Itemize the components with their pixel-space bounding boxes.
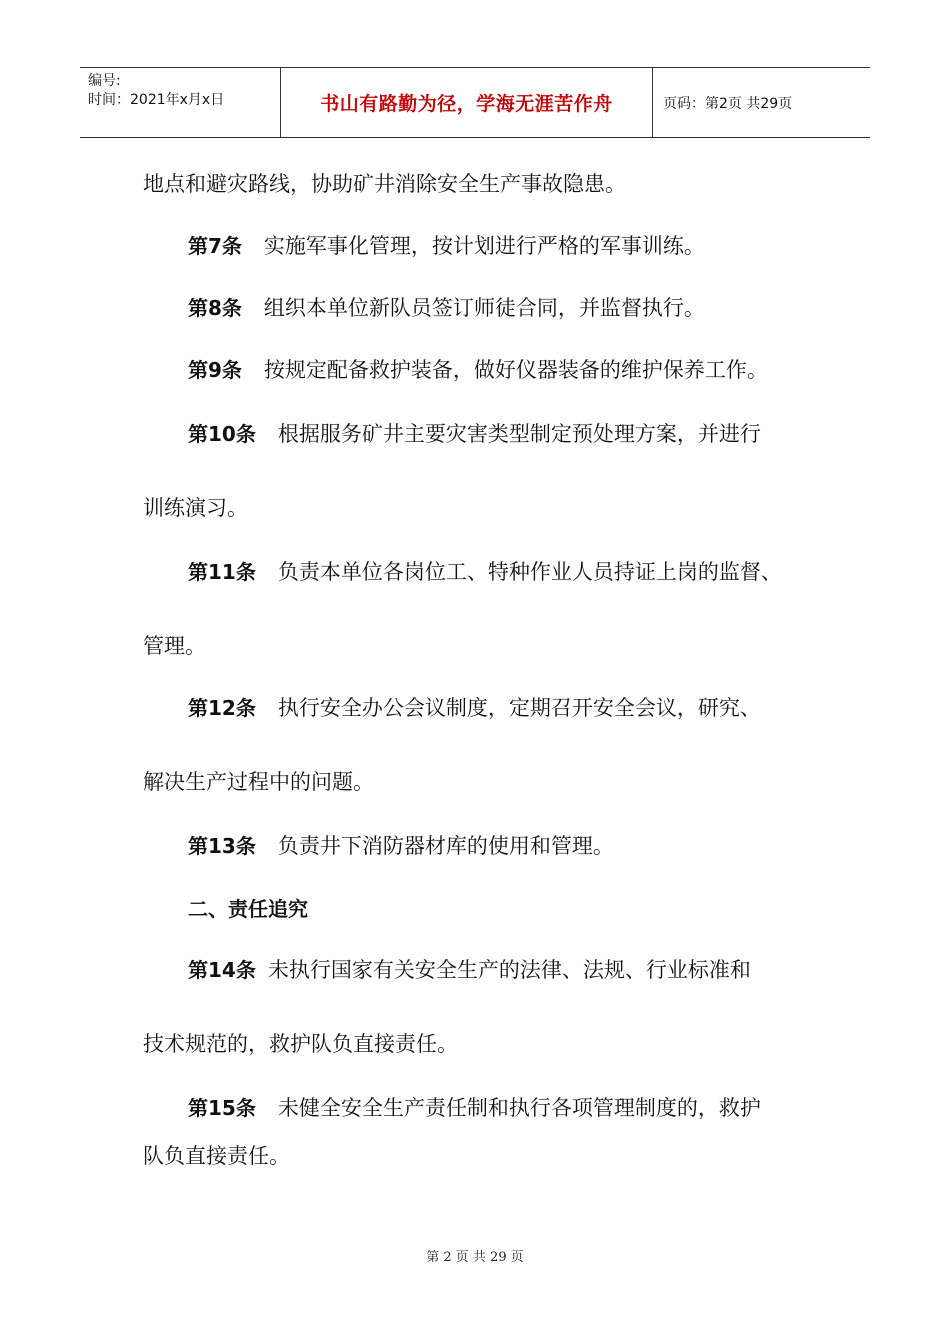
paragraph-line: 训练演习。 bbox=[143, 496, 248, 520]
article-13 bbox=[188, 832, 614, 860]
article-9 bbox=[188, 356, 768, 384]
article-number: 第10条 bbox=[188, 422, 256, 446]
paragraph-line: 队负直接责任。 bbox=[143, 1144, 290, 1168]
article-number: 第15条 bbox=[188, 1096, 256, 1120]
article-number: 第11条 bbox=[188, 560, 256, 584]
number-label: 编号: bbox=[88, 73, 121, 89]
article-number: 第12条 bbox=[188, 696, 256, 720]
article-number: 第7条 bbox=[188, 234, 242, 258]
article-text: 负责本单位各岗位工、特种作业人员持证上岗的监督、 bbox=[277, 560, 782, 584]
article-number: 第13条 bbox=[188, 834, 256, 858]
article-8 bbox=[188, 294, 705, 322]
article-text: 未执行国家有关安全生产的法律、法规、行业标准和 bbox=[267, 958, 751, 982]
article-text: 实施军事化管理，按计划进行严格的军事训练。 bbox=[263, 234, 705, 258]
page-header bbox=[80, 67, 870, 138]
section-heading: 二、责任追究 bbox=[188, 897, 308, 921]
article-12 bbox=[188, 694, 761, 722]
article-text: 执行安全办公会议制度，定期召开安全会议，研究、 bbox=[277, 696, 761, 720]
article-number: 第9条 bbox=[188, 358, 242, 382]
article-text: 负责井下消防器材库的使用和管理。 bbox=[277, 834, 614, 858]
article-number: 第8条 bbox=[188, 296, 242, 320]
article-11 bbox=[188, 558, 782, 586]
article-text: 组织本单位新队员签订师徒合同，并监督执行。 bbox=[263, 296, 705, 320]
header-motto: 书山有路勤为径，学海无涯苦作舟 bbox=[280, 68, 653, 137]
paragraph-line: 地点和避灾路线，协助矿井消除安全生产事故隐患。 bbox=[143, 172, 626, 196]
article-7 bbox=[188, 232, 705, 260]
article-14 bbox=[188, 956, 751, 984]
article-text: 按规定配备救护装备，做好仪器装备的维护保养工作。 bbox=[263, 358, 768, 382]
article-10 bbox=[188, 420, 761, 448]
paragraph-line: 解决生产过程中的问题。 bbox=[143, 770, 374, 794]
article-text: 未健全安全生产责任制和执行各项管理制度的，救护 bbox=[277, 1096, 761, 1120]
header-meta bbox=[80, 68, 280, 137]
time-label: 时间：2021年x月x日 bbox=[88, 92, 225, 108]
article-number: 第14条 bbox=[188, 958, 256, 982]
article-15 bbox=[188, 1094, 761, 1122]
page-footer: 第 2 页 共 29 页 bbox=[426, 1250, 524, 1265]
article-text: 根据服务矿井主要灾害类型制定预处理方案，并进行 bbox=[277, 422, 761, 446]
header-page-info: 页码：第2页 共29页 bbox=[663, 95, 793, 112]
paragraph-line: 技术规范的，救护队负直接责任。 bbox=[143, 1032, 458, 1056]
paragraph-line: 管理。 bbox=[143, 634, 206, 658]
